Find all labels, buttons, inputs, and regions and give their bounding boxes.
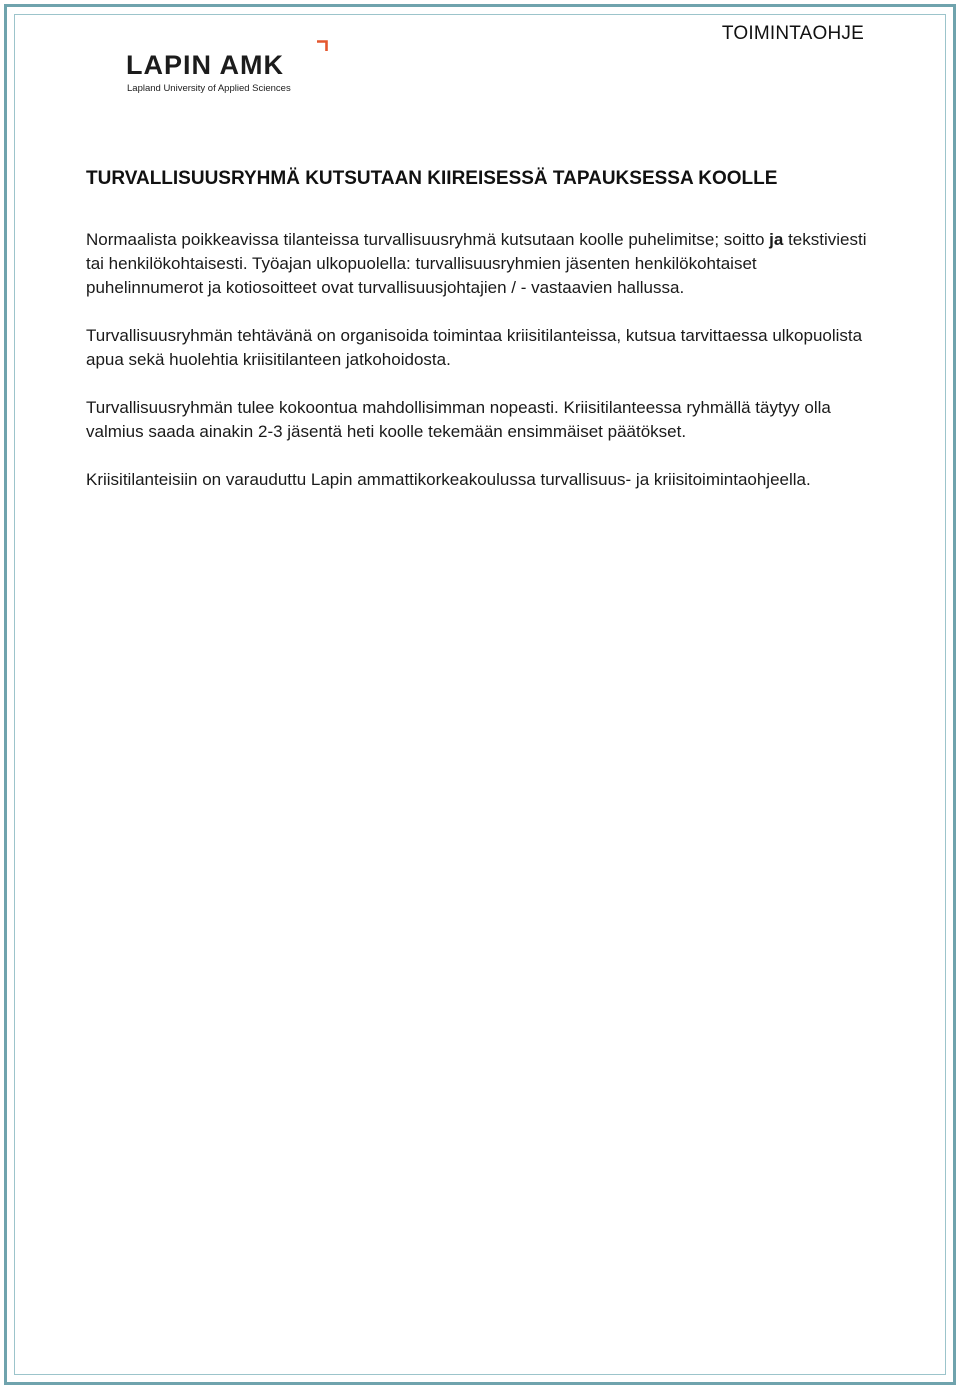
paragraph-tasks: Turvallisuusryhmän tehtävänä on organisoida toimintaa kriisitilanteissa, kutsua tarvittaessa ulkopuolista apua sekä huolehtia kriisitilanteen jatkohoidosta. xyxy=(86,326,863,369)
paragraph-summoning xyxy=(86,228,876,300)
document-title: TURVALLISUUSRYHMÄ KUTSUTAAN KIIREISESSÄ TAPAUKSESSA KOOLLE xyxy=(86,168,778,189)
logo-wordmark: LAPIN AMK xyxy=(126,50,284,80)
logo-corner-mark-icon xyxy=(316,40,328,52)
paragraph-summoning-part2: tekstiviesti tai henkilökohtaisesti. Työajan ulkopuolella: turvallisuusryhmien jäsenten henkilökohtaiset puhelinnumerot ja kotiosoitteet ovat turvallisuusjohtajien / - vastaavien hallussa. xyxy=(86,230,867,297)
paragraph-summoning-bold: ja xyxy=(769,230,784,249)
paragraph-preparedness: Kriisitilanteisiin on varauduttu Lapin ammattikorkeakoulussa turvallisuus- ja kriisitoimintaohjeella. xyxy=(86,470,811,489)
logo-subtitle: Lapland University of Applied Sciences xyxy=(127,83,291,94)
document-type-label: TOIMINTAOHJE xyxy=(721,23,864,44)
document-body xyxy=(86,166,876,516)
paragraph-summoning-part1: Normaalista poikkeavissa tilanteissa turvallisuusryhmä kutsutaan koolle puhelimitse; soitto xyxy=(86,230,770,249)
paragraph-gathering: Turvallisuusryhmän tulee kokoontua mahdollisimman nopeasti. Kriisitilanteessa ryhmällä täytyy olla valmius saada ainakin 2-3 jäsentä heti koolle tekemään ensimmäiset päätökset. xyxy=(86,398,831,441)
lapin-amk-logo xyxy=(126,40,336,100)
